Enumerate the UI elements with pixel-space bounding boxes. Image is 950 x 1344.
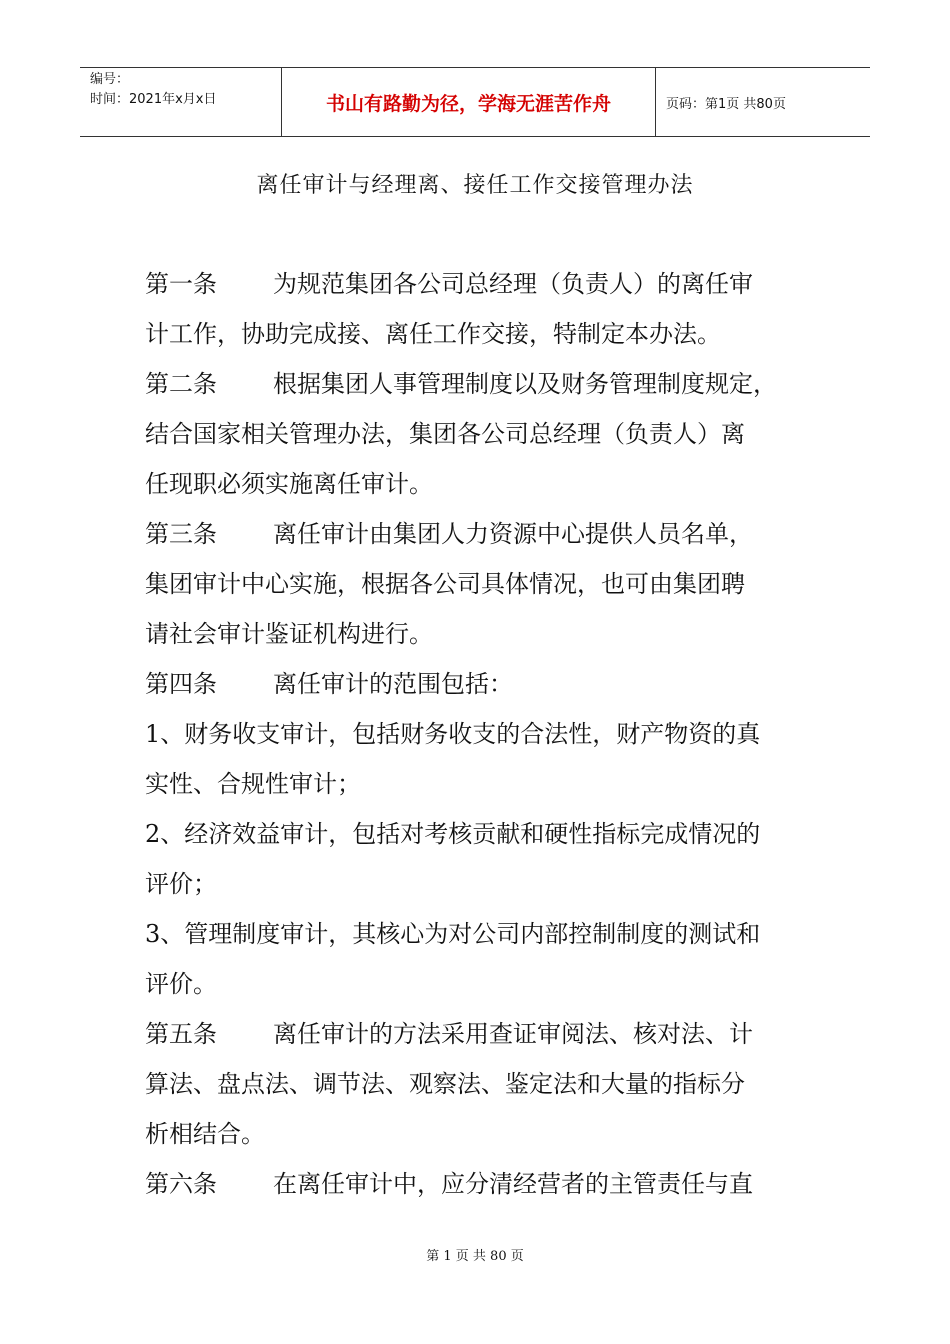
- document-title: 离任审计与经理离、接任工作交接管理办法: [256, 173, 694, 198]
- text-line: [145, 312, 815, 362]
- line-text: 离任审计的范围包括：: [273, 670, 513, 698]
- text-line: [145, 262, 815, 312]
- line-text: 析相结合。: [145, 1120, 265, 1148]
- line-text: 任现职必须实施离任审计。: [145, 470, 433, 498]
- line-text: 算法、盘点法、调节法、观察法、鉴定法和大量的指标分: [145, 1070, 745, 1098]
- article-label: 第五条: [145, 1020, 217, 1048]
- text-line: [145, 462, 815, 512]
- text-line: [145, 812, 815, 862]
- line-text: 实性、合规性审计；: [145, 770, 361, 798]
- text-line: [145, 512, 815, 562]
- line-text: 根据集团人事管理制度以及财务管理制度规定，: [273, 370, 777, 398]
- date-line: 时间：2021年x月x日: [90, 92, 217, 107]
- text-line: [145, 712, 815, 762]
- article-label: 第四条: [145, 670, 217, 698]
- text-line: [145, 562, 815, 612]
- article-label: 第二条: [145, 370, 217, 398]
- header-motto: 书山有路勤为径，学海无涯苦作舟: [282, 68, 656, 136]
- document-body: [145, 262, 815, 1212]
- line-text: 为规范集团各公司总经理（负责人）的离任审: [273, 270, 753, 298]
- line-text: 2、经济效益审计，包括对考核贡献和硬性指标完成情况的: [145, 820, 761, 848]
- line-text: 离任审计由集团人力资源中心提供人员名单，: [273, 520, 753, 548]
- text-line: [145, 612, 815, 662]
- page-footer: 第 1 页 共 80 页: [426, 1249, 524, 1264]
- text-line: [145, 1062, 815, 1112]
- text-line: [145, 662, 815, 712]
- article-label: 第三条: [145, 520, 217, 548]
- text-line: [145, 862, 815, 912]
- line-text: 在离任审计中，应分清经营者的主管责任与直: [273, 1170, 753, 1198]
- line-text: 评价。: [145, 970, 217, 998]
- text-line: [145, 1012, 815, 1062]
- line-text: 集团审计中心实施，根据各公司具体情况，也可由集团聘: [145, 570, 745, 598]
- article-label: 第一条: [145, 270, 217, 298]
- text-line: [145, 362, 815, 412]
- line-text: 结合国家相关管理办法，集团各公司总经理（负责人）离: [145, 420, 745, 448]
- text-line: [145, 962, 815, 1012]
- header-page-info: 页码：第1页 共80页: [666, 96, 786, 112]
- number-label: 编号：: [90, 72, 130, 87]
- line-text: 评价；: [145, 870, 217, 898]
- text-line: [145, 912, 815, 962]
- document-header: [80, 67, 870, 137]
- line-text: 1、财务收支审计，包括财务收支的合法性，财产物资的真: [145, 720, 761, 748]
- text-line: [145, 1112, 815, 1162]
- header-meta: [80, 68, 282, 136]
- line-text: 离任审计的方法采用查证审阅法、核对法、计: [273, 1020, 753, 1048]
- line-text: 请社会审计鉴证机构进行。: [145, 620, 433, 648]
- line-text: 计工作，协助完成接、离任工作交接，特制定本办法。: [145, 320, 721, 348]
- text-line: [145, 412, 815, 462]
- article-label: 第六条: [145, 1170, 217, 1198]
- text-line: [145, 1162, 815, 1212]
- line-text: 3、管理制度审计，其核心为对公司内部控制制度的测试和: [145, 920, 761, 948]
- text-line: [145, 762, 815, 812]
